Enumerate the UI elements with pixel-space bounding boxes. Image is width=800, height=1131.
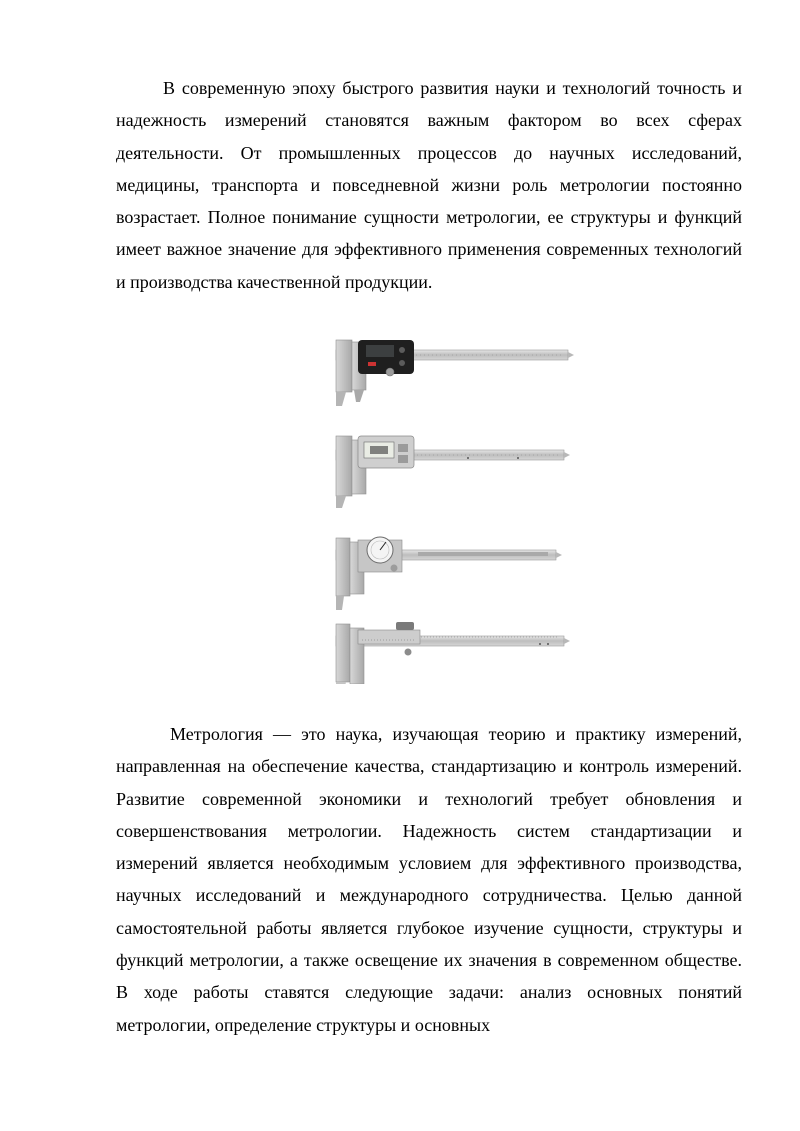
vernier-caliper xyxy=(336,622,570,684)
dial-caliper xyxy=(336,537,562,610)
digital-caliper-black xyxy=(336,340,574,406)
digital-caliper-silver xyxy=(336,436,570,508)
metrology-paragraph: Метрология — это наука, изучающая теорию и практику измерений, направленная на обеспечение качества, стандартизацию и контроль измерений. Развитие современной экономики и технологий требует обновления и совершенствования метрологии. Надежность систем стандартизации и измерений является необходимым условием для эффективного производства, научных исследований и международного сотрудничества. Целью данной самостоятельной работы является глубокое изучение сущности, структуры и функций метрологии, а также освещение их значения в современном обществе. В ходе работы ставятся следующие задачи: анализ основных понятий метрологии, определение структуры и основных xyxy=(116,724,742,1035)
intro-paragraph: В современную эпоху быстрого развития науки и технологий точность и надежность измерений становятся важным фактором во всех сферах деятельности. От промышленных процессов до научных исследований, медицины, транспорта и повседневной жизни роль метрологии постоянно возрастает. Полное понимание сущности метрологии, ее структуры и функций имеет важное значение для эффективного применения современных технологий и производства качественной продукции. xyxy=(116,78,742,292)
calipers-figure xyxy=(328,328,578,684)
